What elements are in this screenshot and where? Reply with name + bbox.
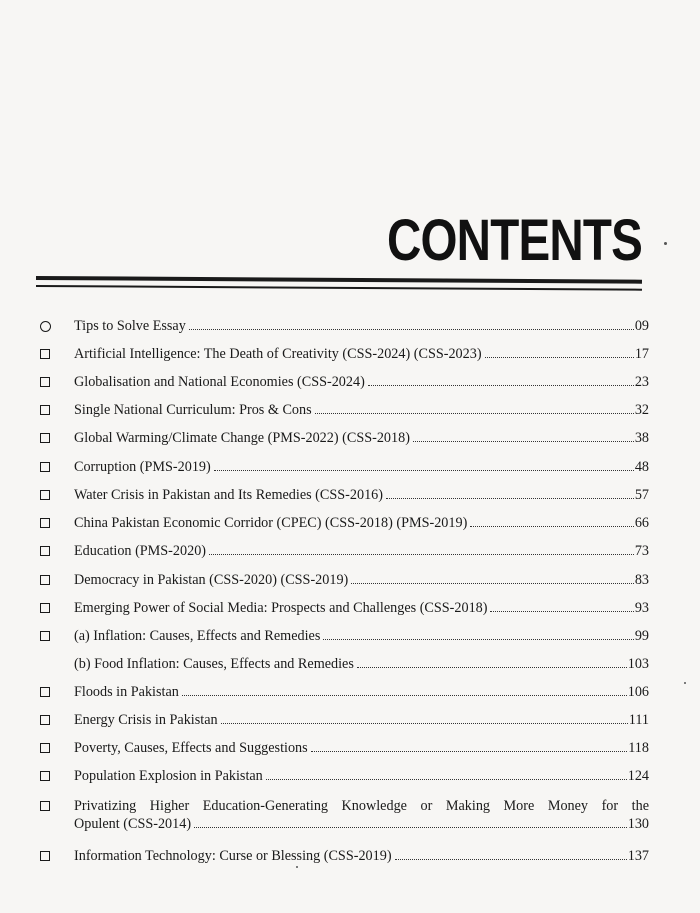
dot-leader <box>470 525 634 527</box>
dot-leader <box>209 553 634 555</box>
toc-entry-title: Energy Crisis in Pakistan <box>74 712 218 728</box>
dot-leader <box>351 582 634 584</box>
toc-entry-page-number: 99 <box>634 628 649 644</box>
dot-leader <box>189 328 634 330</box>
toc-entry-page-number: 32 <box>634 402 649 418</box>
print-speck <box>684 682 686 684</box>
toc-entry-title: (b) Food Inflation: Causes, Effects and Remedies <box>74 656 354 672</box>
dot-leader <box>266 778 627 780</box>
print-speck <box>664 242 667 245</box>
toc-entry-title: (a) Inflation: Causes, Effects and Remedies <box>74 628 321 644</box>
toc-entry-page-number: 17 <box>634 346 649 362</box>
dot-leader <box>194 826 627 828</box>
heading-rule-thin <box>36 285 642 290</box>
toc-entry-title: Artificial Intelligence: The Death of Creativity (CSS-2024) (CSS-2023) <box>74 346 482 362</box>
toc-entry-title: Information Technology: Curse or Blessing (CSS-2019) <box>74 848 392 864</box>
heading-rule-thick <box>36 276 642 284</box>
toc-entry-page-number: 83 <box>634 572 649 588</box>
square-bullet-icon <box>40 771 50 781</box>
dot-leader <box>368 384 634 386</box>
toc-entry-page-number: 137 <box>627 848 649 864</box>
toc-entry-title: Water Crisis in Pakistan and Its Remedies (CSS-2016) <box>74 487 383 503</box>
square-bullet-icon <box>40 349 50 359</box>
square-bullet-icon <box>40 603 50 613</box>
square-bullet-icon <box>40 715 50 725</box>
toc-entry-page-number: 57 <box>634 487 649 503</box>
toc-entry-page-number: 124 <box>627 768 649 784</box>
dot-leader <box>413 440 634 442</box>
toc-entry-page-number: 66 <box>634 515 649 531</box>
toc-entry-page-number: 23 <box>634 374 649 390</box>
dot-leader <box>315 412 634 414</box>
toc-entry-title: Democracy in Pakistan (CSS-2020) (CSS-2019) <box>74 572 349 588</box>
dot-leader <box>357 666 627 668</box>
toc-entry-title: Single National Curriculum: Pros & Cons <box>74 402 312 418</box>
toc-entry-page-number: 38 <box>634 430 649 446</box>
square-bullet-icon <box>40 631 50 641</box>
toc-entry-title: Tips to Solve Essay <box>74 318 186 334</box>
dot-leader <box>395 858 627 860</box>
square-bullet-icon <box>40 433 50 443</box>
toc-entry-page-number: 106 <box>627 684 649 700</box>
square-bullet-icon <box>40 377 50 387</box>
square-bullet-icon <box>40 490 50 500</box>
page-title: CONTENTS <box>386 208 642 273</box>
square-bullet-icon <box>40 518 50 528</box>
dot-leader <box>490 610 633 612</box>
toc-entry-page-number: 48 <box>634 459 649 475</box>
circle-bullet-icon <box>40 321 51 332</box>
toc-entry-title: Population Explosion in Pakistan <box>74 768 263 784</box>
square-bullet-icon <box>40 801 50 811</box>
square-bullet-icon <box>40 743 50 753</box>
dot-leader <box>323 638 633 640</box>
toc-entry-page-number: 130 <box>627 816 649 832</box>
toc-entry-page-number: 73 <box>634 543 649 559</box>
toc-entry-title: Poverty, Causes, Effects and Suggestions <box>74 740 308 756</box>
toc-entry-title: Floods in Pakistan <box>74 684 179 700</box>
square-bullet-icon <box>40 851 50 861</box>
toc-entry-page-number: 118 <box>628 740 649 756</box>
toc-entry-title: Corruption (PMS-2019) <box>74 459 211 475</box>
toc-entry-page-number: 103 <box>627 656 649 672</box>
toc-entry-title: Globalisation and National Economies (CSS-2024) <box>74 374 365 390</box>
square-bullet-icon <box>40 546 50 556</box>
toc-entry-title: Emerging Power of Social Media: Prospects and Challenges (CSS-2018) <box>74 600 488 616</box>
dot-leader <box>311 750 628 752</box>
toc-entry-page-number: 93 <box>634 600 649 616</box>
dot-leader <box>485 356 634 358</box>
dot-leader <box>214 469 634 471</box>
toc-entry-page-number: 111 <box>628 712 649 728</box>
square-bullet-icon <box>40 687 50 697</box>
toc-entry-page-number: 09 <box>634 318 649 334</box>
print-speck <box>296 866 298 868</box>
toc-entry-title-line1: Privatizing Higher Education-Generating Knowledge or Making More Money for the <box>74 798 649 814</box>
toc-entry-title: China Pakistan Economic Corridor (CPEC) (CSS-2018) (PMS-2019) <box>74 515 468 531</box>
dot-leader <box>221 722 628 724</box>
square-bullet-icon <box>40 405 50 415</box>
dot-leader <box>386 497 634 499</box>
dot-leader <box>182 694 627 696</box>
toc-entry-title: Global Warming/Climate Change (PMS-2022) (CSS-2018) <box>74 430 410 446</box>
square-bullet-icon <box>40 575 50 585</box>
toc-entry-title: Opulent (CSS-2014) <box>74 816 192 832</box>
square-bullet-icon <box>40 462 50 472</box>
toc-entry-title: Education (PMS-2020) <box>74 543 207 559</box>
